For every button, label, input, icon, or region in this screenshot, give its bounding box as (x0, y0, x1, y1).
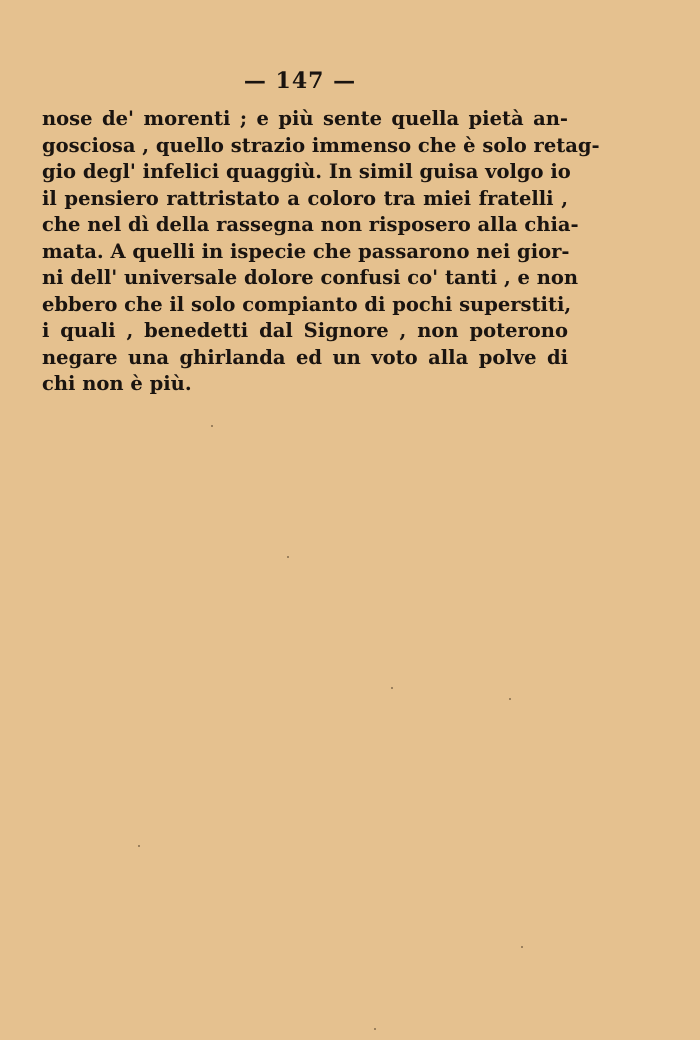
text-line: mata. A quelli in ispecie che passarono nei gior- (42, 239, 570, 263)
text-line: nose de' morenti ; e più sente quella pietà an- (42, 107, 568, 130)
text-line: negare una ghirlanda ed un voto alla polve di (42, 345, 568, 369)
page-number: — 147 — (243, 68, 357, 94)
text-line: ebbero che il solo compianto di pochi superstiti, (42, 292, 572, 316)
paper-speck (287, 556, 289, 558)
text-line: gosciosa , quello strazio immenso che è solo retag- (42, 133, 600, 157)
paper-speck (521, 946, 523, 948)
paper-speck (138, 845, 140, 847)
text-line: gio degl' infelici quaggiù. In simil guisa volgo io (42, 160, 571, 183)
text-line: ni dell' universale dolore confusi co' tanti , e non (42, 266, 579, 289)
text-line: che nel dì della rassegna non risposero alla chia- (42, 213, 579, 236)
paper-speck (211, 425, 213, 427)
text-line: chi non è più. (42, 372, 192, 395)
paper-speck (374, 1028, 376, 1030)
body-text (42, 106, 600, 398)
paper-speck (509, 698, 511, 700)
paper-speck (391, 687, 393, 689)
text-line: i quali , benedetti dal Signore , non poterono (42, 319, 568, 342)
text-line: il pensiero rattristato a coloro tra miei fratelli , (42, 186, 568, 210)
